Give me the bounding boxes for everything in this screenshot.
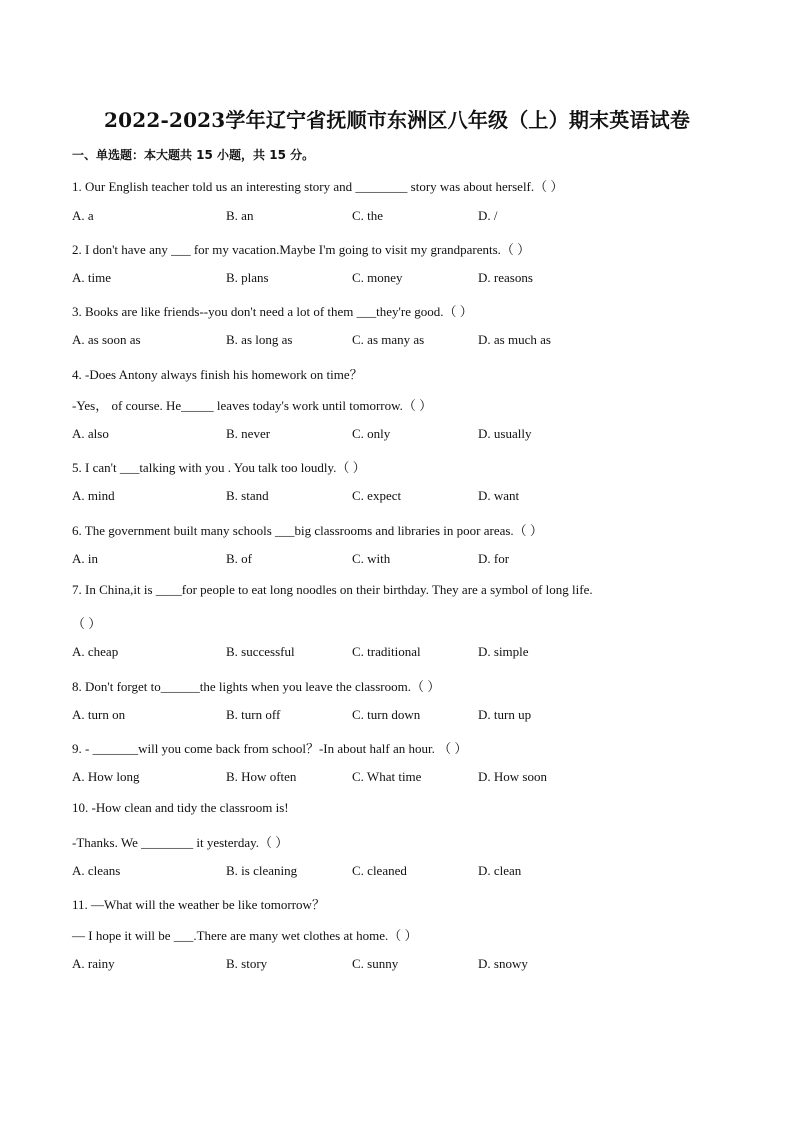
option-c: C. only <box>352 426 391 441</box>
option-a: A. cleans <box>72 863 121 878</box>
option-a: A. mind <box>72 488 115 503</box>
option-a: A. turn on <box>72 707 126 722</box>
option-a: A. also <box>72 426 109 441</box>
option-b: B. How often <box>226 769 297 784</box>
option-b: B. of <box>226 551 252 566</box>
question-1-options <box>72 208 712 224</box>
option-d: D. reasons <box>478 270 533 285</box>
option-b: B. is cleaning <box>226 863 298 878</box>
question-10-stem-line2: -Thanks. We ________ it yesterday.（ ） <box>72 835 289 850</box>
option-d: D. for <box>478 551 510 566</box>
option-c: C. expect <box>352 488 402 503</box>
question-3-stem: 3. Books are like friends--you don't need a lot of them ___they're good.（ ） <box>72 304 473 319</box>
option-c: C. turn down <box>352 707 421 722</box>
option-b: B. stand <box>226 488 269 503</box>
question-4-stem-line2: -Yes， of course. He_____ leaves today's work until tomorrow.（ ） <box>72 398 433 413</box>
option-a: A. time <box>72 270 111 285</box>
option-c: C. cleaned <box>352 863 407 878</box>
option-a: A. as soon as <box>72 332 141 347</box>
option-b: B. as long as <box>226 332 293 347</box>
question-3-options <box>72 332 712 348</box>
option-a: A. in <box>72 551 98 566</box>
option-b: B. successful <box>226 644 295 659</box>
question-8-stem: 8. Don't forget to______the lights when you leave the classroom.（ ） <box>72 679 441 694</box>
question-9-options <box>72 769 712 785</box>
question-11-stem: 11. —What will the weather be like tomorrow？ <box>72 897 325 912</box>
question-2-options <box>72 270 712 286</box>
question-6-stem: 6. The government built many schools ___big classrooms and libraries in poor areas.（ ） <box>72 523 543 538</box>
option-c: C. as many as <box>352 332 425 347</box>
option-d: D. clean <box>478 863 522 878</box>
question-6-options <box>72 551 712 567</box>
option-c: C. the <box>352 208 384 223</box>
option-b: B. story <box>226 956 268 971</box>
option-d: D. How soon <box>478 769 547 784</box>
question-11-options <box>72 956 712 972</box>
option-a: A. How long <box>72 769 140 784</box>
option-a: A. a <box>72 208 94 223</box>
option-d: D. as much as <box>478 332 551 347</box>
question-1-stem: 1. Our English teacher told us an interesting story and ________ story was about herself.（ ） <box>72 179 564 194</box>
option-b: B. never <box>226 426 271 441</box>
option-b: B. plans <box>226 270 269 285</box>
option-c: C. traditional <box>352 644 421 659</box>
question-9-stem: 9. - _______will you come back from school？-In about half an hour. （ ） <box>72 741 468 756</box>
option-c: C. money <box>352 270 403 285</box>
option-c: C. What time <box>352 769 422 784</box>
question-10-options <box>72 863 712 879</box>
option-d: D. snowy <box>478 956 528 971</box>
option-d: D. want <box>478 488 520 503</box>
question-7-stem-line2: （ ） <box>72 616 102 631</box>
option-a: A. cheap <box>72 644 119 659</box>
question-5-options <box>72 488 712 504</box>
option-d: D. turn up <box>478 707 532 722</box>
option-b: B. turn off <box>226 707 281 722</box>
page-title: 2022-2023学年辽宁省抚顺市东洲区八年级（上）期末英语试卷 <box>103 108 691 132</box>
option-a: A. rainy <box>72 956 115 971</box>
option-c: C. sunny <box>352 956 399 971</box>
question-7-options <box>72 644 712 660</box>
question-2-stem: 2. I don't have any ___ for my vacation.Maybe I'm going to visit my grandparents.（ ） <box>72 242 531 257</box>
option-d: D. simple <box>478 644 529 659</box>
question-10-stem: 10. -How clean and tidy the classroom is! <box>72 800 289 815</box>
question-7-stem: 7. In China,it is ____for people to eat long noodles on their birthday. They are a symbol of long life. <box>72 582 593 597</box>
question-11-stem-line2: — I hope it will be ___.There are many wet clothes at home.（ ） <box>72 928 418 943</box>
option-d: D. usually <box>478 426 532 441</box>
option-d: D. / <box>478 208 498 223</box>
section-heading: 一、单选题：本大题共 15 小题，共 15 分。 <box>72 148 315 162</box>
option-c: C. with <box>352 551 391 566</box>
question-4-stem: 4. -Does Antony always finish his homework on time？ <box>72 367 363 382</box>
question-4-options <box>72 426 712 442</box>
question-8-options <box>72 707 712 723</box>
question-5-stem: 5. I can't ___talking with you . You talk too loudly.（ ） <box>72 460 366 475</box>
option-b: B. an <box>226 208 254 223</box>
